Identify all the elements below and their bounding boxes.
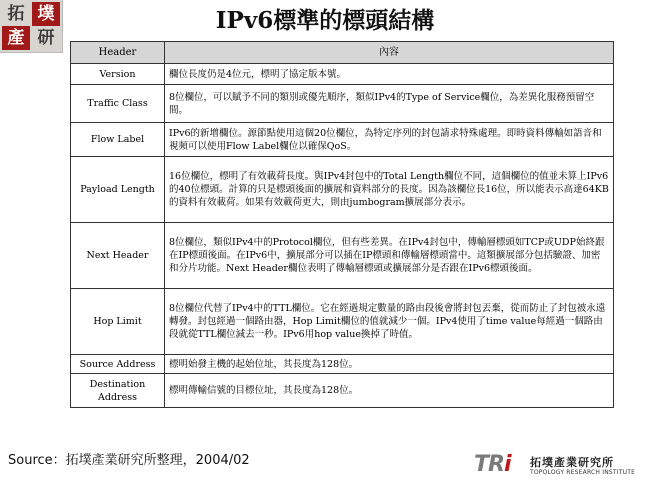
column-header-header: Header — [71, 42, 165, 64]
field-name: Flow Label — [71, 123, 165, 157]
field-name: Source Address — [71, 355, 165, 374]
tri-mark-prefix: TR — [474, 452, 504, 477]
page-title: IPv6標準的標頭結構 — [215, 7, 435, 34]
table-row — [71, 223, 614, 289]
field-name: Payload Length — [71, 157, 165, 223]
field-name: Hop Limit — [71, 289, 165, 355]
tri-mark-accent: i — [503, 452, 511, 477]
column-header-content: 內容 — [165, 42, 614, 64]
field-description: 8位欄位代替了IPv4中的TTL欄位。它在經過規定數量的路由段後會將封包丟棄，從而防止了封包被永遠轉發。封包經過一個路由器，Hop Limit欄位的值就減少一個。IPv4使用了time value每經過一個路由段就從TTL欄位減去一秒。IPv6用hop value換掉了時值。 — [165, 289, 614, 355]
table-row — [71, 85, 614, 123]
table-row — [71, 123, 614, 157]
logo-char: 研 — [37, 28, 55, 48]
table-row — [71, 289, 614, 355]
field-description: 8位欄位，可以賦予不同的類別或優先順序，類似IPv4的Type of Service欄位，為差異化服務預留空間。 — [165, 85, 614, 123]
field-name: Destination Address — [71, 374, 165, 408]
field-name: Version — [71, 64, 165, 85]
field-description: 8位欄位，類似IPv4中的Protocol欄位，但有些差異。在IPv4封包中，傳輸層標頭如TCP或UDP始終跟在IP標頭後面。在IPv6中，擴展部分可以插在IP標頭和傳輸層標頭當中。這類擴展部分包括驗證、加密和分片功能。Next Header欄位表明了傳輸層標頭或擴展部分是否跟在IPv6標頭後面。 — [165, 223, 614, 289]
field-description: 16位欄位，標明了有效載荷長度。與IPv4封包中的Total Length欄位不同，這個欄位的值並未算上IPv6的40位標頭。計算的只是標頭後面的擴展和資料部分的長度。因為該欄位長16位，所以能表示高達64KB的資料有效載荷。如果有效載荷更大，則由jumbogram擴展部分表示。 — [165, 157, 614, 223]
field-description: 標明始發主機的起始位址，其長度為128位。 — [165, 355, 614, 374]
table-row — [71, 374, 614, 408]
table-row — [71, 355, 614, 374]
ipv6-header-table — [70, 41, 614, 408]
field-description: 標明傳輸信號的目標位址，其長度為128位。 — [165, 374, 614, 408]
field-name: Next Header — [71, 223, 165, 289]
field-name: Traffic Class — [71, 85, 165, 123]
source-note: Source：拓墣產業研究所整理，2004/02 — [8, 453, 250, 468]
field-description: 欄位長度仍是4位元，標明了協定版本號。 — [165, 64, 614, 85]
table-header-row — [71, 42, 614, 64]
institute-name-en: TOPOLOGY RESEARCH INSTITUTE — [530, 469, 636, 476]
tri-logo — [474, 452, 646, 482]
table-row — [71, 64, 614, 85]
institute-name-zh: 拓墣產業研究所 — [530, 456, 614, 469]
field-description: IPv6的新增欄位。源節點使用這個20位欄位，為特定序列的封包請求特殊處理。即時資料傳輸如語音和視頻可以使用Flow Label欄位以確保QoS。 — [165, 123, 614, 157]
logo-char: 墣 — [32, 2, 60, 26]
table-row — [71, 157, 614, 223]
logo-char: 產 — [2, 26, 30, 50]
logo-char: 拓 — [7, 4, 25, 24]
tri-mark — [474, 452, 511, 477]
